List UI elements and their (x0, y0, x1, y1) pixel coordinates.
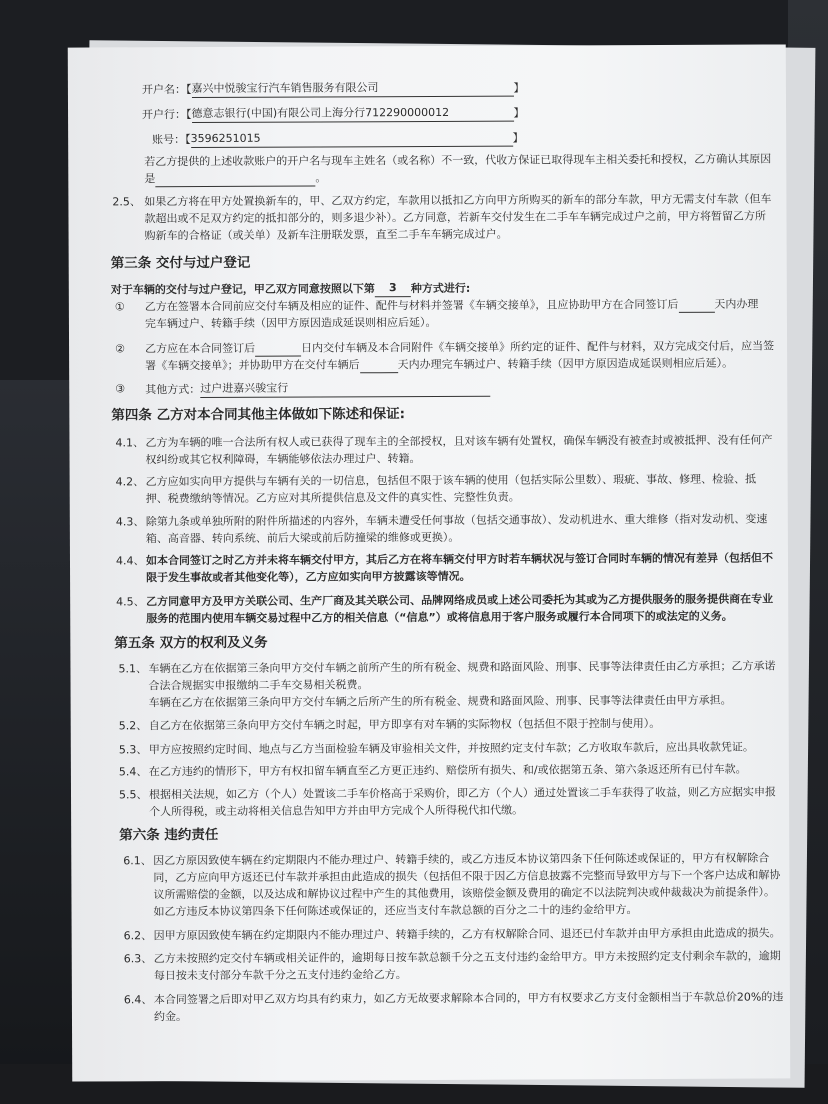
clause-number: 4.1、 (115, 436, 145, 450)
clause-line: 根据相关法规，如乙方（个人）处置该二手车价格高于采购价，即乙方（个人）通过处置该二手车获得了收益，则乙方应据实申报 (148, 785, 777, 802)
clause-line: 款超出或不足双方约定的抵扣部分的，则多退少补）。乙方同意，若新车交付发生在二手车车辆完成过户之前，甲方将暂留乙方所 (144, 209, 767, 226)
clause-number: 6.3、 (123, 952, 153, 966)
clause-number: 6.1、 (123, 854, 152, 868)
clause-line: 乙方未按照约定交付车辆或相关证件的，逾期每日按车款总额千分之五支付违约金给甲方。甲方未按照约定支付剩余车款的，逾期 (153, 949, 781, 966)
mismatch-reason-line: 是 。 (144, 171, 327, 186)
option-2-line: 乙方应在本合同签订后 日内交付车辆及本合同附件《车辆交接单》所约定的证件、配件与材料，双方完成交付后，应当签 (145, 339, 775, 356)
clause-number: 5.5、 (118, 788, 148, 802)
clause-number: 5.4、 (118, 765, 148, 779)
option-2-line: 署《车辆交接单》；并协助甲方在交付车辆后 天内办理完车辆过户、转籍手续（因甲方原因造成延误则相应后延）。 (145, 356, 734, 373)
clause-line: 本合同签署之后即对甲乙双方均具有约束力，如乙方无故要求解除本合同的，甲方有权要求乙方支付金额相当于车款总价20%的违 (153, 990, 784, 1007)
clause-line: 约金。 (153, 1010, 188, 1024)
clause-line: 自乙方在依据第三条向甲方交付车辆之时起，甲方即享有对车辆的实际物权（包括但不限于控制与使用）。 (148, 716, 661, 733)
clause-line: 购新车的合格证（或关单）及新车注册联发票，直至二手车车辆完成过户。 (144, 227, 508, 243)
clause-number: 4.5、 (116, 595, 145, 609)
section-6-title: 第六条 违约责任 (119, 826, 219, 844)
clause-number: 4.4、 (115, 554, 145, 568)
mismatch-paragraph: 若乙方提供的上述收款账户的开户名与现车主姓名（或名称）不一致，代收方保证已取得现车主相关委托和授权，乙方确认其原因 (144, 152, 772, 169)
clause-line: 车辆在乙方在依据第三条向甲方交付车辆之后所产生的所有税金、规费和路面风险、刑事、民事等法律责任由甲方承担。 (148, 693, 732, 710)
clause-line: 除第九条或单独所附的附件所描述的内容外，车辆未遭受任何事故（包括交通事故）、发动机进水、重大维修（指对发动机、变速 (145, 512, 768, 529)
clause-number: 5.3、 (118, 743, 148, 757)
option-1-number: ① (114, 300, 125, 314)
clause-line: 同，乙方应向甲方返还已付车款并承担由此造成的损失（包括但不限于因乙方信息披露不完整而导致甲方与下一个客户达成和解协 (153, 868, 781, 885)
option-3-line: 其他方式：过户进嘉兴骏宝行 (145, 379, 490, 399)
option-2-number: ② (115, 342, 125, 356)
option-3-number: ③ (115, 382, 126, 396)
account-name-field: 开户名：【嘉兴中悦骏宝行汽车销售服务有限公司 】 (142, 79, 525, 99)
clause-line: 甲方应按照约定时间、地点与乙方当面检验车辆及审验相关文件，并按照约定支付车款；乙方收取车款后，应出具收款凭证。 (148, 740, 754, 757)
clause-line: 乙方应如实向甲方提供与车辆有关的一切信息，包括但不限于该车辆的使用（包括实际公里数）、瑕疵、事故、修理、检验、抵 (145, 472, 757, 489)
clause-number: 6.2、 (123, 929, 153, 943)
clause-number: 5.1、 (118, 662, 147, 676)
clause-line: 议所需赔偿的金额，以及达成和解协议过程中产生的其他费用，该赔偿金额及费用的确定不以法院判决或仲裁裁决为前提条件）。 (153, 885, 775, 902)
clause-number: 4.3、 (115, 515, 145, 529)
clause-line: 如本合同签订之时乙方并未将车辆交付甲方，其后乙方在将车辆交付甲方时若车辆状况与签订合同时车辆的情况有差异（包括但不 (145, 551, 774, 568)
clause-line: 如果乙方将在甲方处置换新车的，甲、乙双方约定，车款用以抵扣乙方向甲方所购买的新车的部分车款，甲方无需支付车款（但车 (144, 192, 772, 209)
clause-line: 限于发生事故或者其他变化等），乙方应如实向甲方披露该等情况。 (146, 569, 471, 585)
clause-line: 车辆在乙方在依据第三条向甲方交付车辆之前所产生的所有税金、规费和路面风险、刑事、民事等法律责任由乙方承担；乙方承诺 (148, 659, 776, 676)
bank-name-field: 开户行：【德意志银行(中国)有限公司上海分行712290000012 】 (142, 104, 525, 124)
clause-number: 5.2、 (118, 719, 148, 733)
clause-line: 乙方为车辆的唯一合法所有权人或已获得了现车主的全部授权，且对该车辆有处置权，确保车辆没有被查封或被抵押、没有任何产 (145, 433, 773, 450)
clause-line: 个人所得税，或主动将相关信息告知甲方并由甲方完成个人所得税代扣代缴。 (149, 803, 524, 819)
contract-page (68, 44, 791, 1081)
option-1-line: 完车辆过户、转籍手续（因甲方原因造成延误则相应后延）。 (144, 315, 437, 331)
clause-line: 乙方同意甲方及甲方关联公司、生产厂商及其关联公司、品牌网络成员或上述公司委托为其或为乙方提供服务的服务提供商在专业 (146, 592, 774, 609)
clause-line: 服务的范围内使用车辆交易过程中乙方的相关信息（“信息”）或将信息用于客户服务或履行本合同项下的或法定的义务。 (146, 609, 733, 626)
clause-line: 箱、高音器、转向系统、前后大梁或前后防撞梁的维修或更换）。 (145, 530, 460, 546)
clause-line: 在乙方违约的情形下，甲方有权扣留车辆直至乙方更正违约、赔偿所有损失、和/或依据第五条、第六条返还所有已付车款。 (148, 762, 747, 779)
clause-number: 2.5、 (112, 195, 141, 209)
clause-line: 因甲方原因致使车辆在约定期限内不能办理过户、转籍手续的，乙方有权解除合同、退还已付车款并由甲方承担由此造成的损失。 (153, 926, 781, 943)
clause-line: 押、税费缴纳等情况。乙方应对其所提供信息及文件的真实性、完整性负责。 (145, 490, 520, 506)
clause-number: 6.4、 (123, 993, 153, 1007)
clause-line: 如乙方违反本协议第四条下任何陈述或保证的，还应当支付车款总额的百分之二十的违约金给甲方。 (153, 903, 638, 919)
clause-number: 4.2、 (115, 475, 145, 489)
section-3-title: 第三条 交付与过户登记 (110, 254, 251, 272)
clause-line: 因乙方原因致使车辆在约定期限内不能办理过户、转籍手续的，或乙方违反本协议第四条下任何陈述或保证的，甲方有权解除合 (153, 851, 770, 868)
clause-line: 权纠纷或其它权利障碍，车辆能够依法办理过户、转籍。 (145, 452, 421, 467)
account-number-field: 账号：【3596251015 】 (152, 129, 524, 149)
section-3-intro: 对于车辆的交付与过户登记，甲乙双方同意按照以下第 3 种方式进行: (111, 279, 470, 299)
clause-line: 合法合规据实申报缴纳二手车交易相关税费。 (148, 678, 369, 693)
clause-line: 每日按未支付部分车款千分之五支付违约金给乙方。 (153, 968, 407, 983)
option-1-line: 乙方在签署本合同前应交付车辆及相应的证件、配件与材料并签署《车辆交接单》，且应协助甲方在合同签订后 天内办理 (144, 297, 759, 314)
section-5-title: 第五条 双方的权利及义务 (114, 634, 268, 652)
section-4-title: 第四条 乙方对本合同其他主体做如下陈述和保证: (111, 406, 405, 424)
